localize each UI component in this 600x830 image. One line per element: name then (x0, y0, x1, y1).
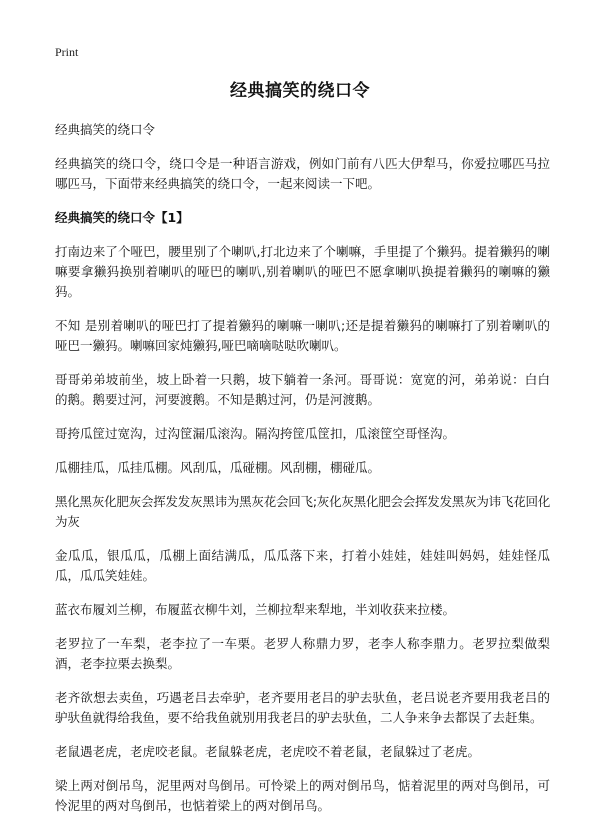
paragraph-2: 不知 是别着喇叭的哑巴打了提着獭犸的喇嘛一喇叭;还是提着獭犸的喇嘛打了别着喇叭的哑巴一獭犸。喇嘛回家炖獭犸,哑巴嘀嘀哒哒吹喇叭。 (55, 318, 550, 353)
paragraph-12: 梁上两对倒吊鸟，泥里两对鸟倒吊。可怜梁上的两对倒吊鸟，惦着泥里的两对鸟倒吊，可怜泥里的两对鸟倒吊，也惦着梁上的两对倒吊鸟。 (55, 778, 550, 813)
print-link[interactable]: Print (55, 45, 79, 59)
paragraph-4: 哥挎瓜筐过宽沟，过沟筐漏瓜滚沟。隔沟挎筐瓜筐扣，瓜滚筐空哥怪沟。 (55, 426, 456, 441)
document-subtitle: 经典搞笑的绕口令 (55, 122, 156, 137)
paragraph-1: 打南边来了个哑巴，腰里别了个喇叭,打北边来了个喇嘛，手里提了个獭犸。提着獭犸的喇嘛要拿獭犸换别着喇叭的哑巴的喇叭,别着喇叭的哑巴不愿拿喇叭换提着獭犸的喇嘛的獭犸。 (55, 244, 550, 299)
section-heading: 经典搞笑的绕口令【1】 (55, 210, 189, 225)
document-body (55, 120, 550, 830)
paragraph-9: 老罗拉了一车梨，老李拉了一车栗。老罗人称鼎力罗，老李人称李鼎力。老罗拉梨做梨酒，老李拉栗去换梨。 (55, 636, 550, 671)
paragraph-10: 老齐欲想去卖鱼，巧遇老吕去牵驴，老齐要用老吕的驴去驮鱼，老吕说老齐要用我老吕的驴驮鱼就得给我鱼，要不给我鱼就别用我老吕的驴去驮鱼，二人争来争去都误了去赶集。 (55, 690, 550, 725)
page-title: 经典搞笑的绕口令 (230, 81, 370, 101)
paragraph-11: 老鼠遇老虎，老虎咬老鼠。老鼠躲老虎，老虎咬不着老鼠，老鼠躲过了老虎。 (55, 744, 481, 759)
paragraph-5: 瓜棚挂瓜，瓜挂瓜棚。风刮瓜，瓜碰棚。风刮棚，棚碰瓜。 (55, 460, 381, 475)
paragraph-6: 黑化黑灰化肥灰会挥发发灰黑讳为黑灰花会回飞;灰化灰黑化肥会会挥发发黑灰为讳飞花回化为灰 (55, 494, 550, 529)
paragraph-8: 蓝衣布履刘兰柳，布履蓝衣柳牛刘，兰柳拉犁来犁地，半刘收获来拉楼。 (55, 602, 456, 617)
paragraph-7: 金瓜瓜，银瓜瓜，瓜棚上面结满瓜，瓜瓜落下来，打着小娃娃，娃娃叫妈妈，娃娃怪瓜瓜，瓜瓜笑娃娃。 (55, 548, 550, 583)
intro-paragraph: 经典搞笑的绕口令，绕口令是一种语言游戏，例如门前有八匹大伊犁马，你爱拉哪匹马拉哪匹马，下面带来经典搞笑的绕口令，一起来阅读一下吧。 (55, 156, 550, 191)
paragraph-3: 哥哥弟弟坡前坐，坡上卧着一只鹅，坡下躺着一条河。哥哥说：宽宽的河，弟弟说：白白的鹅。鹅要过河，河要渡鹅。不知是鹅过河，仍是河渡鹅。 (55, 372, 550, 407)
